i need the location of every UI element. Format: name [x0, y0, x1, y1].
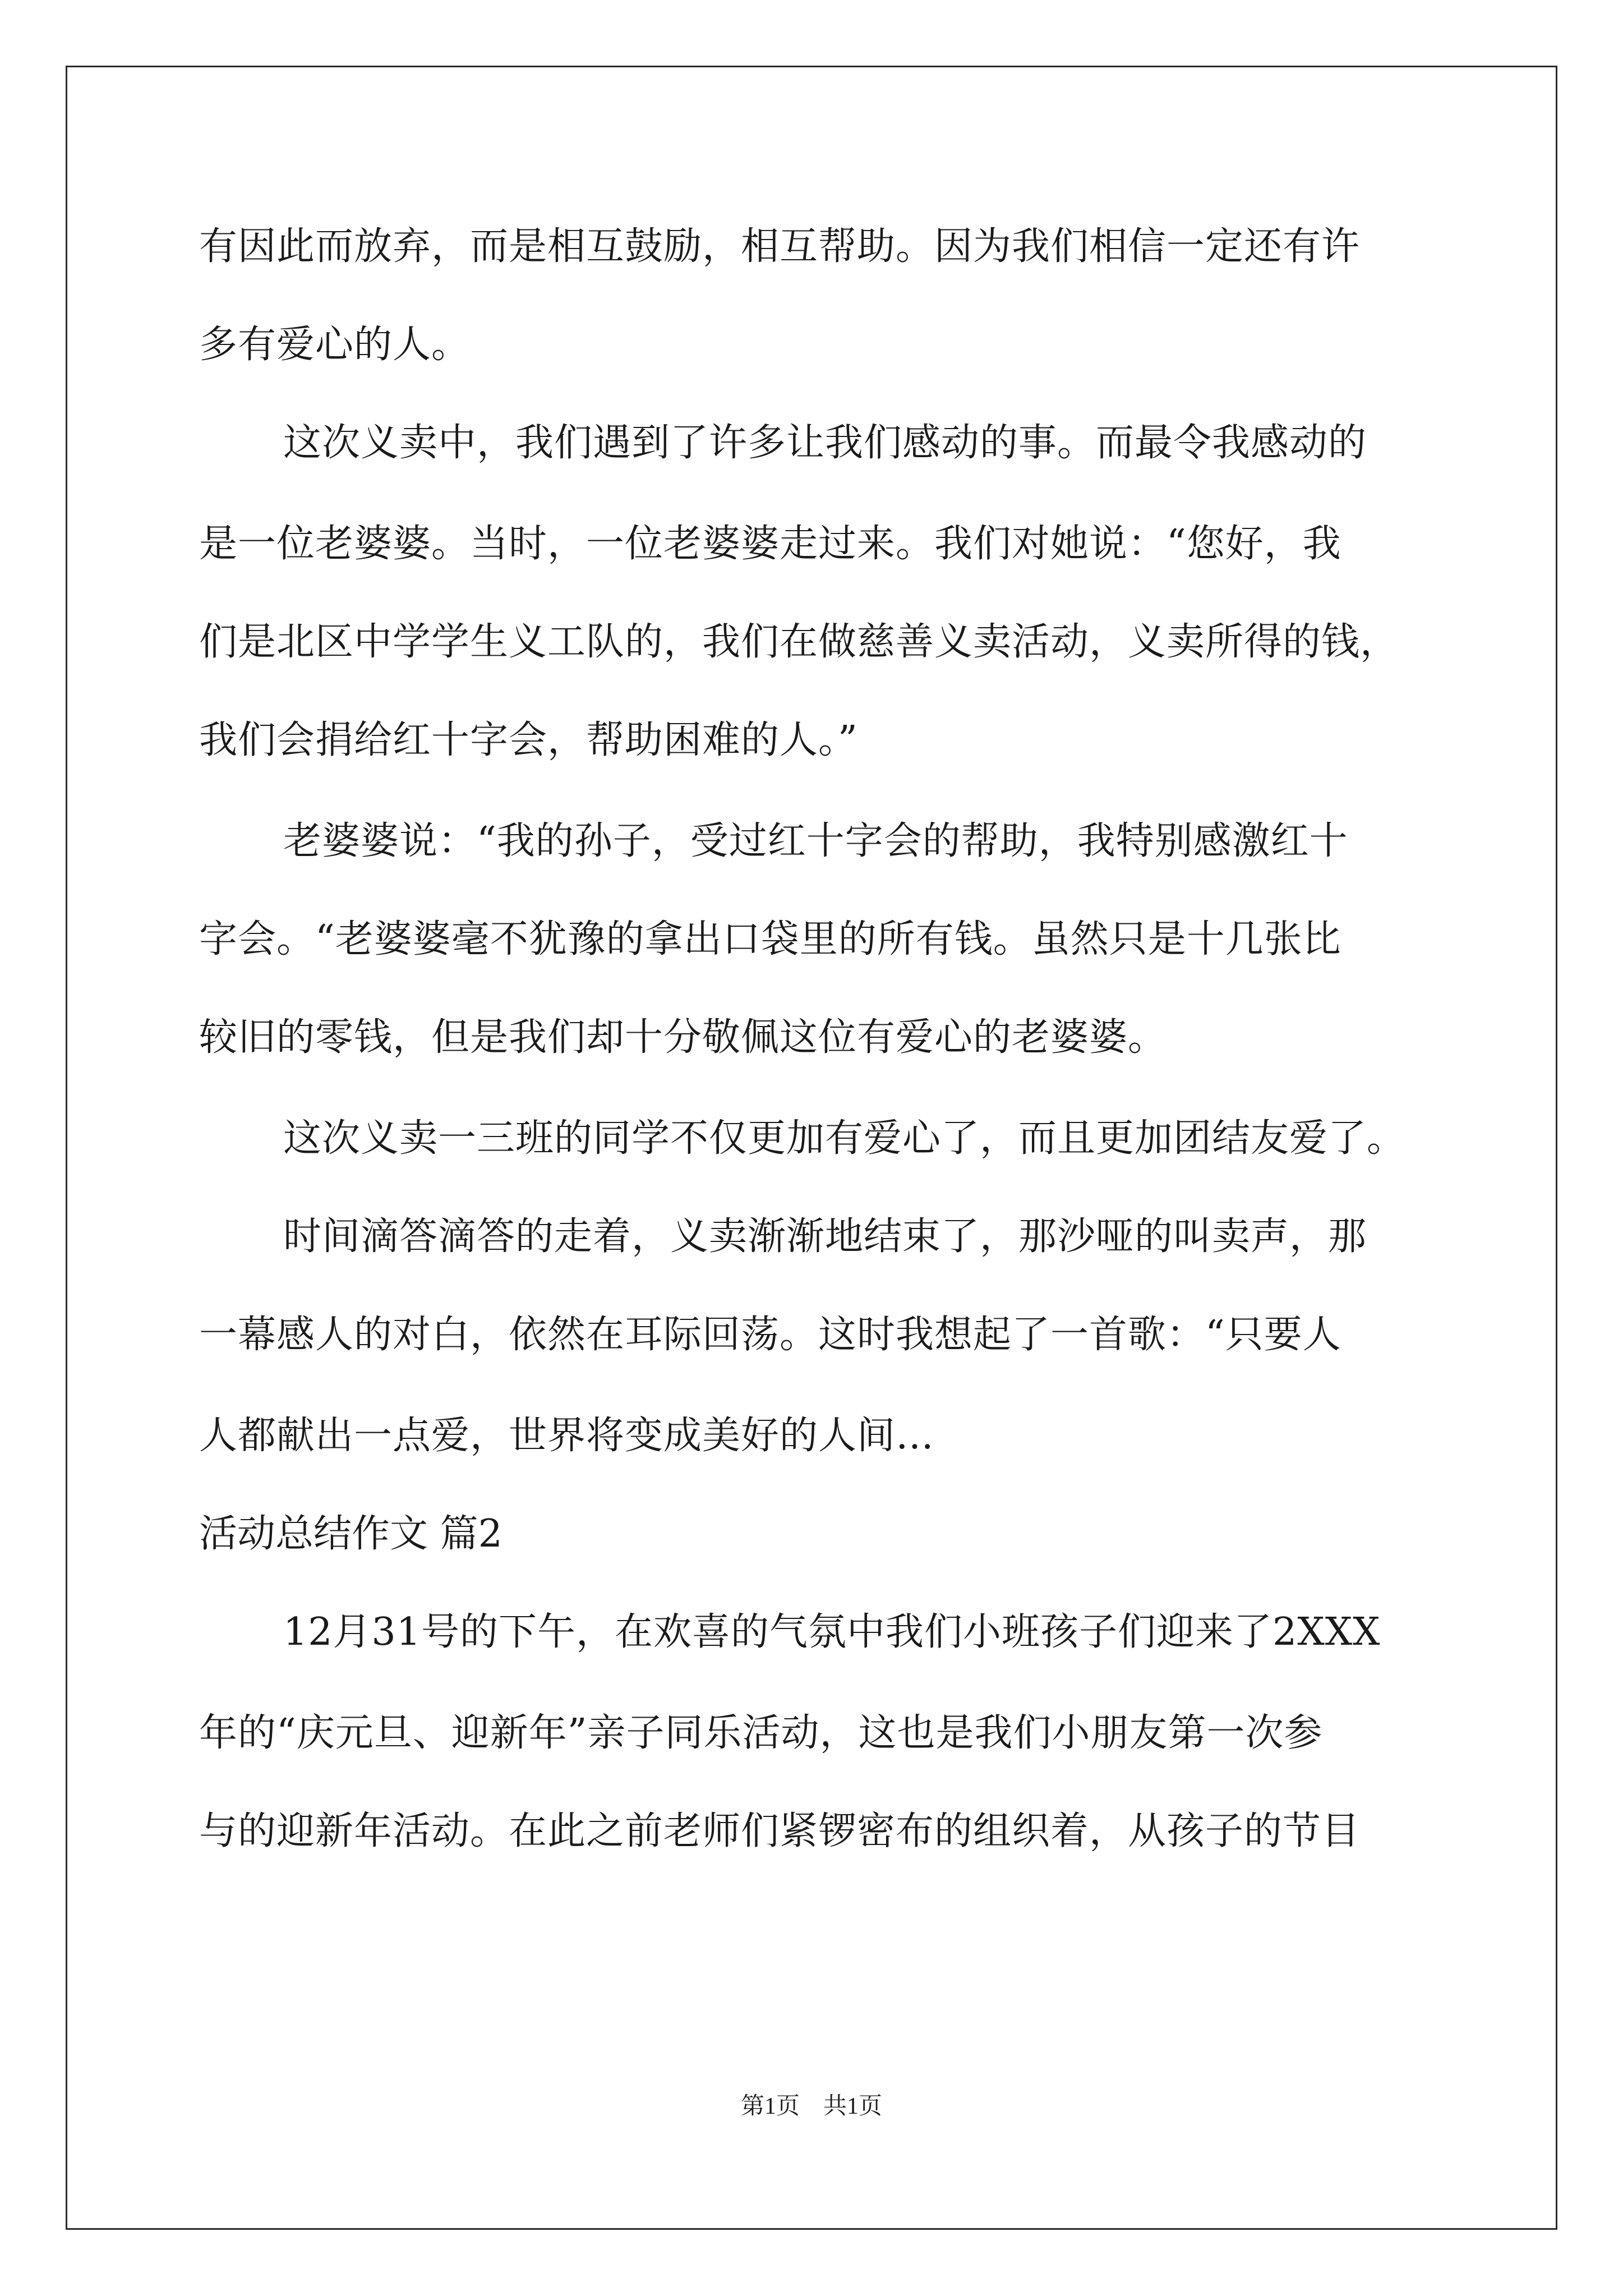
body-text-line: 字会。“老婆婆毫不犹豫的拿出口袋里的所有钱。虽然只是十几张比 [199, 917, 1341, 961]
body-text-line: 是一位老婆婆。当时，一位老婆婆走过来。我们对她说：“您好，我 [199, 522, 1341, 566]
body-text-line: 时间滴答滴答的走着，义卖渐渐地结束了，那沙哑的叫卖声，那 [283, 1214, 1367, 1259]
body-text-line: 与的迎新年活动。在此之前老师们紧锣密布的组织着，从孩子的节目 [199, 1809, 1361, 1853]
page-number-footer: 第1页 共1页 [740, 2093, 882, 2119]
body-text-line: 老婆婆说：“我的孙子，受过红十字会的帮助，我特别感激红十 [283, 819, 1348, 863]
body-text-line: 多有爱心的人。 [199, 323, 471, 367]
body-text-line: 这次义卖一三班的同学不仅更加有爱心了，而且更加团结友爱了。 [283, 1116, 1406, 1161]
body-text-line: 人都献出一点爱，世界将变成美好的人间… [199, 1414, 935, 1458]
body-text-line: 这次义卖中，我们遇到了许多让我们感动的事。而最令我感动的 [283, 421, 1367, 465]
body-text-line: 一幕感人的对白，依然在耳际回荡。这时我想起了一首歌：“只要人 [199, 1313, 1341, 1357]
body-text-line: 年的“庆元旦、迎新年”亲子同乐活动，这也是我们小朋友第一次参 [199, 1711, 1323, 1755]
body-text-line: 较旧的零钱，但是我们却十分敬佩这位有爱心的老婆婆。 [199, 1015, 1167, 1060]
body-text-line: 有因此而放弃，而是相互鼓励，相互帮助。因为我们相信一定还有许 [199, 224, 1361, 269]
body-text-line: 我们会捐给红十字会，帮助困难的人。” [199, 718, 858, 762]
body-text-line: 12月31号的下午，在欢喜的气氛中我们小班孩子们迎来了2XXX [283, 1610, 1381, 1654]
body-text-line: 们是北区中学学生义工队的，我们在做慈善义卖活动，义卖所得的钱， [199, 620, 1399, 664]
section-heading: 活动总结作文 篇2 [199, 1512, 502, 1556]
